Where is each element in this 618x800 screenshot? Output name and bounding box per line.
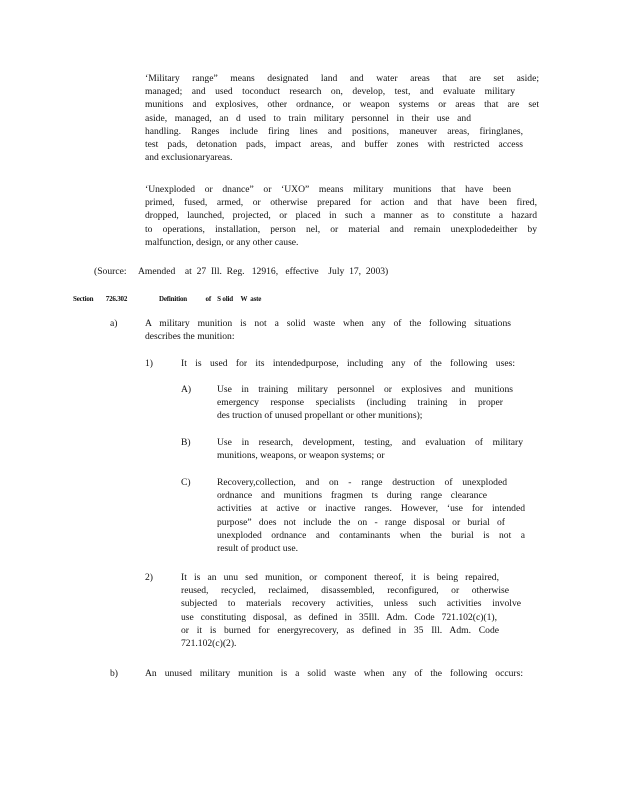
text-line: reused, recycled, reclaimed, disassembled, reconfigured, or otherwise (181, 585, 509, 597)
text-line: malfunction, design, or any other cause. (145, 236, 299, 248)
source-note: (Source: Amended at 27 Ill. Reg. 12916, effective July 17, 2003) (94, 266, 389, 277)
text-line: to operations, installation, person nel, or material and remain unexplodedeither by (145, 223, 537, 235)
item-C-label: C) (181, 477, 191, 488)
text-line: dropped, launched, projected, or placed in such a manner as to constitute a hazard (145, 210, 537, 222)
section-title: Definition of S olid W aste (159, 295, 262, 303)
text-line: purpose” does not include the on - range disposal or burial of (217, 516, 505, 528)
item-2-text (181, 571, 521, 650)
text-line: describes the munition: (145, 331, 235, 343)
subsection-b-label: b) (110, 668, 118, 679)
subsection-a-label: a) (110, 318, 118, 329)
text-line: It is used for its intendedpurpose, including any of the following uses: (181, 358, 515, 369)
text-line: ‘Military range” means designated land and water areas that are set aside; (145, 73, 539, 84)
text-line: Recovery,collection, and on - range destruction of unexploded (217, 477, 507, 488)
text-line: managed; and used toconduct research on, develop, test, and evaluate military (145, 86, 515, 98)
item-2-label: 2) (145, 572, 153, 583)
text-line: activities at active or inactive ranges. However, ‘use for intended (217, 503, 525, 515)
text-line: It is an unu sed munition, or component thereof, it is being repaired, (181, 572, 499, 583)
item-B-text (217, 436, 523, 462)
text-line: use constituting disposal, as defined in 35Ill. Adm. Code 721.102(c)(1), (181, 611, 497, 623)
definition-military-range (145, 72, 539, 164)
text-line: ordnance and munitions fragmen ts during range clearance (217, 490, 487, 502)
text-line: ‘Unexploded or dnance” or ‘UXO” means military munitions that have been (145, 184, 511, 195)
section-number: Section 726.302 (73, 295, 128, 303)
text-line: A military munition is not a solid waste when any of the following situations (145, 318, 511, 329)
subsection-a-text (145, 317, 511, 343)
text-line: Use in research, development, testing, and evaluation of military (217, 437, 523, 448)
definition-uxo (145, 183, 537, 249)
text-line: handling. Ranges include firing lines and positions, maneuver areas, firinglanes, (145, 125, 523, 137)
text-line: emergency response specialists (including training in proper (217, 397, 503, 409)
text-line: or it is burned for energyrecovery, as defined in 35 Ill. Adm. Code (181, 624, 499, 636)
item-A-text (217, 383, 513, 423)
text-line: primed, fused, armed, or otherwise prepared for action and that have been fired, (145, 197, 537, 209)
item-1-label: 1) (145, 358, 153, 369)
text-line: des truction of unused propellant or other munitions); (217, 410, 423, 422)
text-line: An unused military munition is a solid waste when any of the following occurs: (145, 668, 523, 679)
text-line: subjected to materials recovery activities, unless such activities involve (181, 598, 521, 610)
text-line: test pads, detonation pads, impact areas, and buffer zones with restricted access (145, 139, 523, 151)
item-A-label: A) (181, 384, 192, 395)
item-B-label: B) (181, 437, 191, 448)
text-line: aside, managed, an d used to train military personnel in their use and (145, 112, 471, 124)
text-line: munitions, weapons, or weapon systems; or (217, 450, 385, 462)
text-line: 721.102(c)(2). (181, 638, 237, 650)
text-line: unexploded ordnance and contaminants when the burial is not a (217, 529, 525, 541)
text-line: and exclusionaryareas. (145, 152, 233, 164)
subsection-b-text (145, 667, 523, 680)
text-line: Use in training military personnel or explosives and munitions (217, 384, 513, 395)
text-line: munitions and explosives, other ordnance, or weapon systems or areas that are set (145, 99, 539, 111)
item-C-text (217, 476, 525, 555)
item-1-text (181, 357, 515, 370)
text-line: result of product use. (217, 543, 298, 555)
